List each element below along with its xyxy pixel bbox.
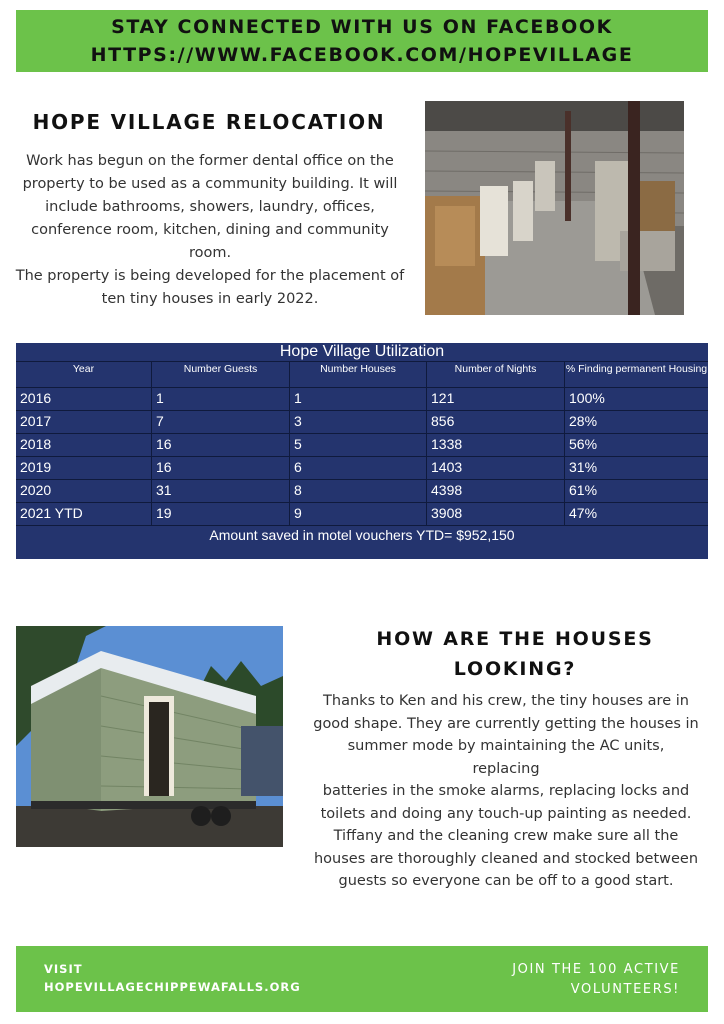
- cell-percent: 31%: [565, 456, 708, 479]
- relocation-line: conference room, kitchen, dining and community room.: [31, 222, 389, 261]
- cell-houses: 3: [290, 410, 427, 433]
- visit-label: VISIT: [44, 962, 83, 976]
- table-row: [16, 410, 708, 433]
- facebook-banner: [16, 10, 708, 72]
- cell-houses: 1: [290, 387, 427, 410]
- header-houses: Number Houses: [290, 361, 427, 387]
- cell-nights: 1403: [427, 456, 565, 479]
- relocation-line: ten tiny houses in early 2022.: [101, 291, 319, 307]
- volunteer-callout: [512, 960, 680, 1000]
- table-footer-savings: Amount saved in motel vouchers YTD= $952,150: [16, 525, 708, 544]
- footer-banner: [16, 946, 708, 1012]
- header-year: Year: [16, 361, 152, 387]
- cell-percent: 28%: [565, 410, 708, 433]
- cell-guests: 31: [152, 479, 290, 502]
- cell-guests: 7: [152, 410, 290, 433]
- table-body: [16, 387, 708, 525]
- cell-percent: 61%: [565, 479, 708, 502]
- cell-nights: 4398: [427, 479, 565, 502]
- volunteer-line2: VOLUNTEERS!: [570, 982, 680, 997]
- relocation-text: [12, 150, 408, 311]
- cell-year: 2021 YTD: [16, 502, 152, 525]
- houses-line: guests so everyone can be off to a good start.: [338, 873, 674, 889]
- houses-line: summer mode by maintaining the AC units, replacing: [347, 738, 665, 777]
- cell-houses: 5: [290, 433, 427, 456]
- cell-year: 2018: [16, 433, 152, 456]
- table-header-row: [16, 361, 708, 387]
- houses-line: batteries in the smoke alarms, replacing locks and: [322, 783, 690, 799]
- cell-nights: 1338: [427, 433, 565, 456]
- cell-nights: 856: [427, 410, 565, 433]
- houses-text: [312, 690, 700, 893]
- cell-percent: 100%: [565, 387, 708, 410]
- houses-line: Tiffany and the cleaning crew make sure all the: [333, 828, 679, 844]
- houses-title-line1: HOW ARE THE HOUSES: [376, 628, 654, 650]
- houses-title: [330, 624, 700, 684]
- tiny-house-photo: [16, 626, 283, 847]
- relocation-line: Work has begun on the former dental office on the: [26, 153, 394, 169]
- header-permanent-housing: % Finding permanent Housing: [565, 361, 708, 387]
- cell-year: 2019: [16, 456, 152, 479]
- table-row: [16, 456, 708, 479]
- houses-line: good shape. They are currently getting the houses in: [313, 715, 699, 732]
- houses-line: houses are thoroughly cleaned and stocked between: [313, 850, 699, 867]
- houses-line: Thanks to Ken and his crew, the tiny houses are in: [323, 693, 689, 709]
- table-title: Hope Village Utilization: [279, 343, 445, 360]
- visit-block: [44, 960, 301, 996]
- cell-houses: 6: [290, 456, 427, 479]
- table-row: [16, 387, 708, 410]
- cell-percent: 47%: [565, 502, 708, 525]
- cell-houses: 9: [290, 502, 427, 525]
- header-nights: Number of Nights: [427, 361, 565, 387]
- houses-title-line2: LOOKING?: [453, 658, 577, 680]
- table-row: [16, 502, 708, 525]
- houses-line: toilets and doing any touch-up painting as needed.: [320, 805, 692, 822]
- volunteer-line1: JOIN THE 100 ACTIVE: [512, 962, 680, 977]
- facebook-url[interactable]: HTTPS://WWW.FACEBOOK.COM/HOPEVILLAGE: [90, 44, 634, 66]
- cell-year: 2020: [16, 479, 152, 502]
- table-row: [16, 479, 708, 502]
- facebook-banner-line1: STAY CONNECTED WITH US ON FACEBOOK: [111, 16, 613, 38]
- relocation-title: HOPE VILLAGE RELOCATION: [32, 110, 386, 134]
- cell-percent: 56%: [565, 433, 708, 456]
- cell-guests: 19: [152, 502, 290, 525]
- relocation-line: The property is being developed for the placement of: [15, 268, 405, 284]
- utilization-table: [16, 343, 708, 559]
- relocation-line: property to be used as a community building. It will: [22, 176, 398, 192]
- cell-guests: 16: [152, 433, 290, 456]
- cell-year: 2017: [16, 410, 152, 433]
- cell-nights: 3908: [427, 502, 565, 525]
- cell-guests: 1: [152, 387, 290, 410]
- table-row: [16, 433, 708, 456]
- relocation-line: include bathrooms, showers, laundry, offices,: [45, 199, 375, 215]
- cell-nights: 121: [427, 387, 565, 410]
- cell-guests: 16: [152, 456, 290, 479]
- cell-houses: 8: [290, 479, 427, 502]
- cell-year: 2016: [16, 387, 152, 410]
- basement-photo: [425, 101, 684, 315]
- website-link[interactable]: HOPEVILLAGECHIPPEWAFALLS.ORG: [44, 980, 301, 994]
- header-guests: Number Guests: [152, 361, 290, 387]
